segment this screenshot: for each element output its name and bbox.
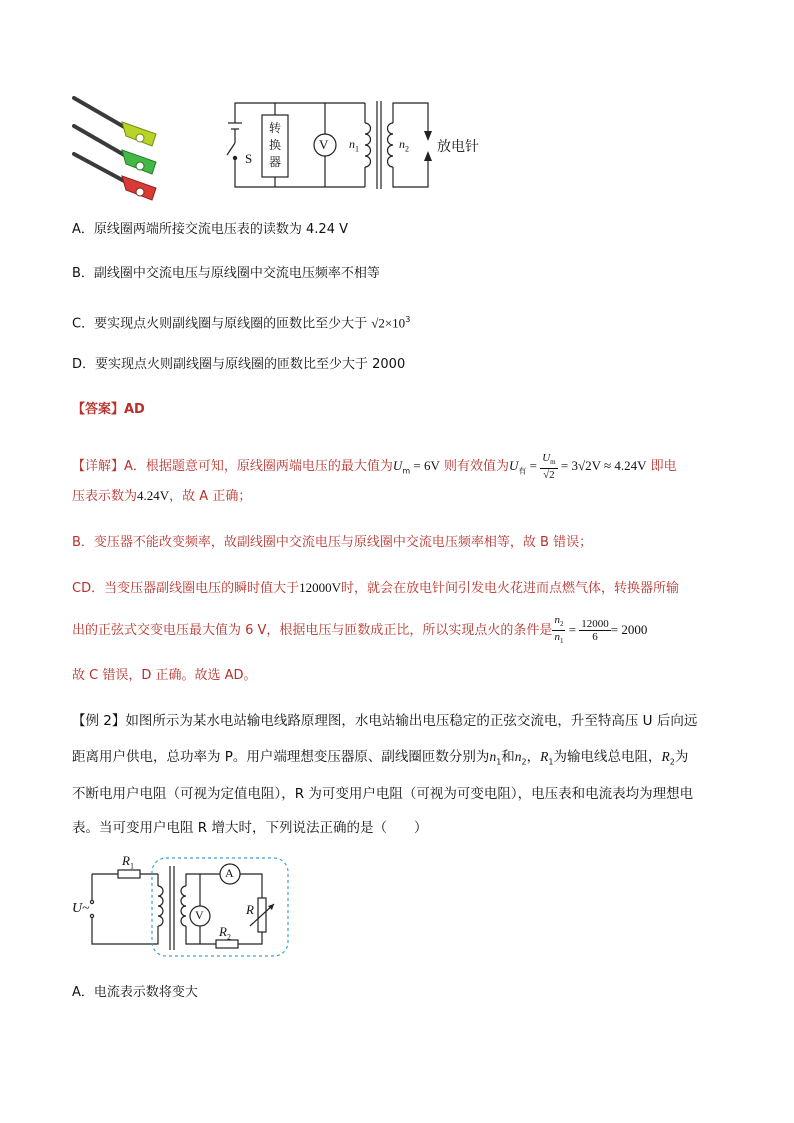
q1-detail-a-line1: 【详解】A．根据题意可知，原线圈两端电压的最大值为$U_m = 6V$ 则有效值为$U_有$ = $\frac{U_m}{√2}$ = 3√2V ≈ 4.24V 即电 [72, 452, 677, 482]
converter-label [265, 120, 285, 171]
q2-line4: 表。当可变用户电阻 R 增大时，下列说法正确的是（ ） [72, 820, 428, 836]
switch-label: S [245, 151, 253, 166]
turns-ratio-fraction: $\frac{n_2}{n_1}$ [554, 614, 564, 646]
voltmeter-label-2: V [195, 908, 204, 922]
converter-char-1: 转 [268, 121, 281, 135]
r1-label: $R_1$ [122, 853, 134, 871]
voltmeter-label: V [319, 137, 329, 152]
lighter-illustration [70, 92, 162, 204]
r-label: R [246, 902, 254, 917]
q1-option-b: B．副线圈中交流电压与原线圈中交流电压频率不相等 [72, 266, 380, 281]
lighters-image [70, 92, 162, 204]
ignition-circuit-diagram [215, 95, 479, 195]
q1-detail-b: B．变压器不能改变频率，故副线圈中交流电压与原线圈中交流电压频率相等，故 B 错误； [72, 535, 593, 550]
secondary-turns-label: $n_2$ [399, 137, 409, 154]
converter-char-2: 换 [268, 138, 281, 152]
converter-char-3: 器 [268, 155, 281, 169]
q1-detail-cd-line2: 出的正弦式交变电压最大值为 6 V，根据电压与匝数成正比，所以实现点火的条件是 $\frac{n_2}{n_1}$ = $\frac{12000}{6}$ = 2000 [72, 614, 648, 646]
q1-detail-cd-line1: CD．当变压器副线圈电压的瞬时值大于12000V时，就会在放电针间引发电火花进而点燃气体，转换器所输 [72, 580, 679, 596]
q1-conclusion: 故 C 错误，D 正确。故选 AD。 [72, 668, 257, 683]
needle-label: 放电针 [437, 139, 479, 155]
transmission-circuit-diagram [66, 852, 296, 962]
ammeter-label: A [225, 866, 234, 880]
r2-label: $R_2$ [219, 924, 231, 942]
q1-option-c: C．要实现点火则副线圈与原线圈的匝数比至少大于 $√2\times 10^3$ [72, 315, 411, 332]
q1-option-d: D．要实现点火则副线圈与原线圈的匝数比至少大于 2000 [72, 357, 406, 372]
q1-answer: 【答案】AD [72, 402, 145, 417]
u-source-label: U~ [72, 901, 90, 916]
q2-line3: 不断电用户电阻（可视为定值电阻），R 为可变用户电阻（可视为可变电阻），电压表和电流表均为理想电 [72, 786, 694, 802]
q1-detail-a-line2: 压表示数为4.24V，故 A 正确； [72, 488, 252, 504]
primary-turns-label: $n_1$ [349, 137, 359, 154]
q1-option-a: A．原线圈两端所接交流电压表的读数为 4.24 V [72, 222, 348, 237]
ueff-fraction: $\frac{U_m}{√2}$ [542, 452, 556, 482]
q2-line1: 【例 2】如图所示为某水电站输电线路原理图，水电站输出电压稳定的正弦交流电，升至特高压 U 后向远 [72, 713, 698, 729]
q2-line2: 距离用户供电，总功率为 P。用户端理想变压器原、副线圈匝数分别为$n_1$和$n_2$，$R_1$为输电线总电阻，$R_2$为 [72, 749, 689, 767]
voltage-ratio-fraction: $\frac{12000}{6}$ [581, 618, 609, 644]
q2-option-a: A．电流表示数将变大 [72, 985, 198, 1000]
detail-tag: 【详解】 [72, 459, 125, 475]
